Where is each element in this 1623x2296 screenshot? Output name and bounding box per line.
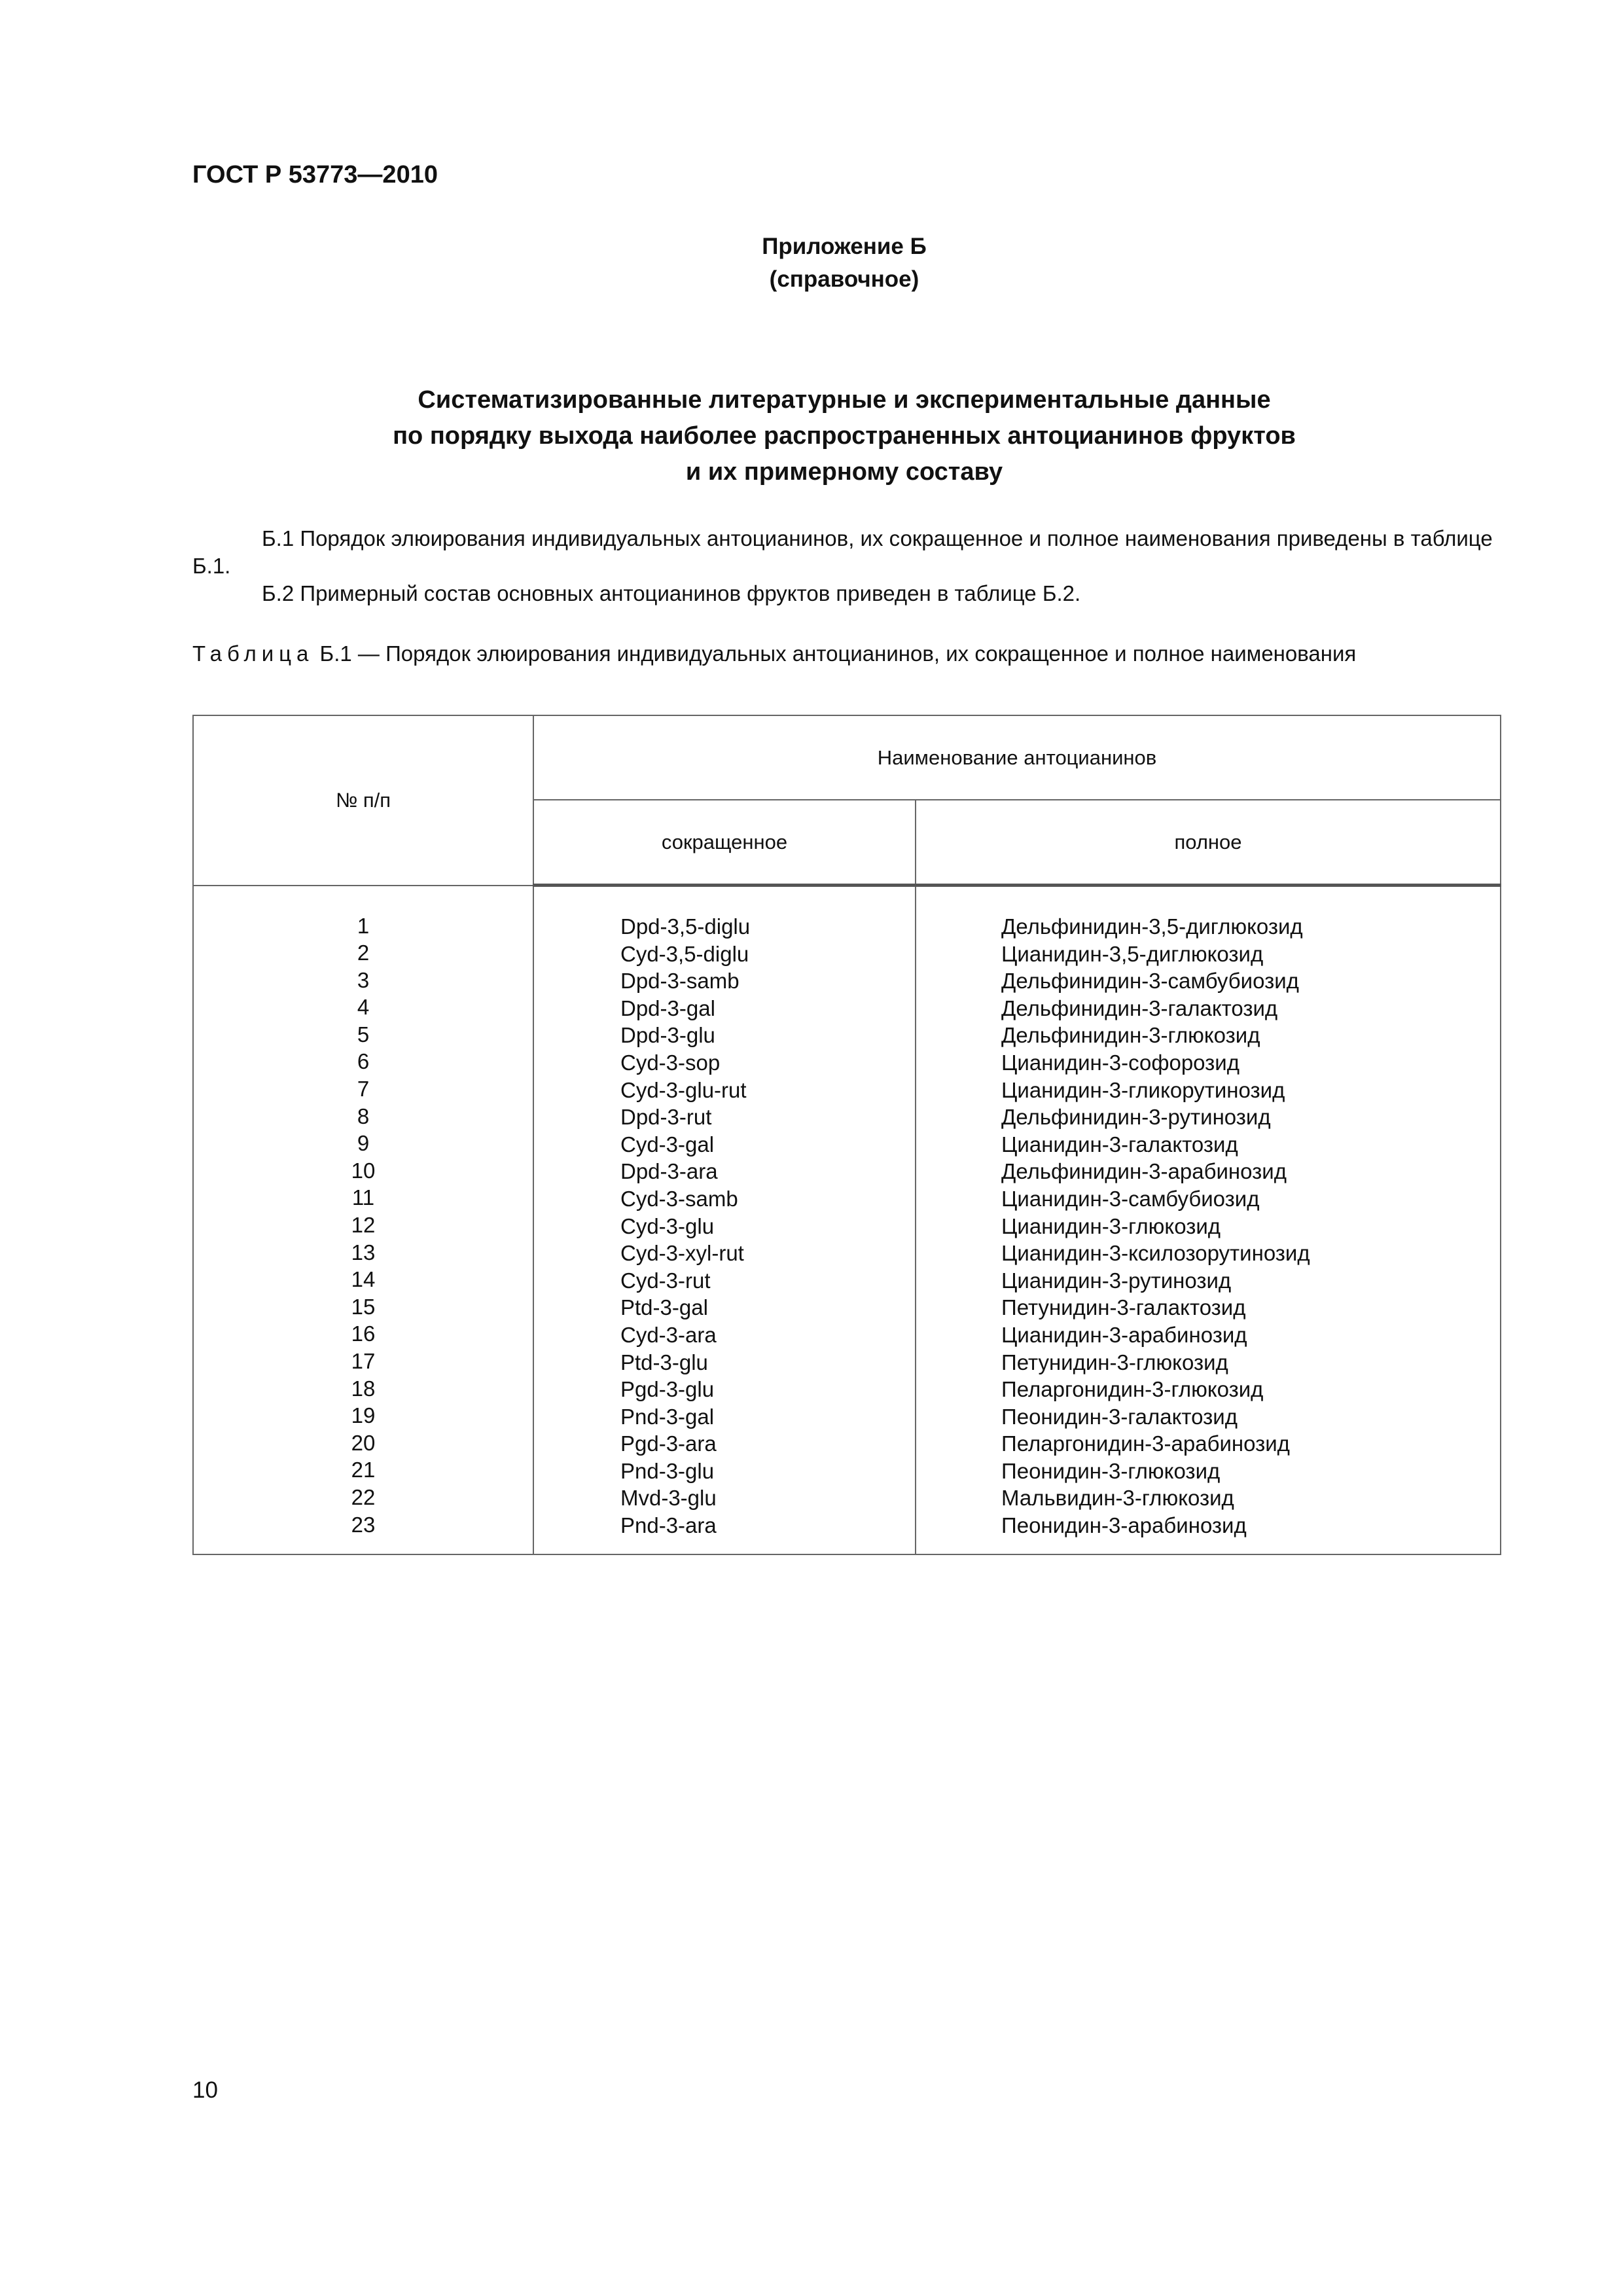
title-line: Систематизированные литературные и экспериментальные данные (418, 386, 1271, 414)
row-number: 7 (357, 1077, 370, 1102)
row-number: 13 (351, 1240, 376, 1265)
row-number: 18 (351, 1376, 376, 1401)
row-number: 2 (357, 941, 370, 965)
title-line: по порядку выхода наиболее распространенных антоцианинов фруктов (393, 422, 1296, 450)
row-short-name: Pgd-3-glu (620, 1377, 715, 1402)
full-name-column (916, 886, 1501, 1554)
row-number: 9 (357, 1131, 370, 1156)
row-number: 14 (351, 1267, 376, 1292)
row-short-name: Pgd-3-ara (620, 1431, 717, 1456)
row-number: 17 (351, 1349, 376, 1373)
row-number: 10 (351, 1158, 376, 1183)
row-short-name: Dpd-3,5-diglu (620, 914, 751, 939)
row-full-name: Пеонидин-3-глюкозид (1001, 1458, 1221, 1483)
row-number: 23 (351, 1512, 376, 1537)
row-short-name: Cyd-3-sop (620, 1050, 721, 1075)
document-header: ГОСТ Р 53773—2010 (192, 161, 438, 188)
row-full-name: Петунидин-3-галактозид (1001, 1295, 1246, 1320)
row-short-name: Cyd-3-glu-rut (620, 1077, 747, 1102)
page-title (0, 382, 1623, 490)
row-full-name: Дельфинидин-3-самбубиозид (1001, 969, 1299, 994)
row-full-name: Пеонидин-3-галактозид (1001, 1404, 1238, 1429)
row-short-name: Dpd-3-gal (620, 996, 715, 1020)
row-short-name: Mvd-3-glu (620, 1486, 717, 1511)
appendix-heading (0, 230, 1623, 296)
row-full-name: Дельфинидин-3-галактозид (1001, 996, 1278, 1020)
row-number: 12 (351, 1213, 376, 1238)
num-column (193, 886, 533, 1554)
row-short-name: Dpd-3-glu (620, 1023, 715, 1048)
row-number: 1 (357, 913, 370, 938)
row-number: 6 (357, 1049, 370, 1074)
row-short-name: Cyd-3-samb (620, 1186, 738, 1211)
header-full: полное (916, 800, 1501, 886)
row-number: 22 (351, 1484, 376, 1509)
row-short-name: Ptd-3-glu (620, 1350, 708, 1374)
header-short: сокращенное (533, 800, 916, 886)
page-number: 10 (192, 2077, 218, 2103)
header-group: Наименование антоцианинов (533, 715, 1501, 800)
row-short-name: Pnd-3-glu (620, 1458, 715, 1483)
table-caption-text: Б.1 — Порядок элюирования индивидуальных антоцианинов, их сокращенное и полное наименования (313, 641, 1357, 666)
row-short-name: Cyd-3,5-diglu (620, 941, 749, 966)
row-full-name: Цианидин-3-ксилозорутинозид (1001, 1241, 1310, 1266)
appendix-kind: (справочное) (769, 266, 919, 292)
row-number: 21 (351, 1458, 376, 1482)
row-full-name: Пеларгонидин-3-глюкозид (1001, 1377, 1264, 1402)
row-number: 11 (351, 1185, 375, 1210)
row-full-name: Дельфинидин-3-арабинозид (1001, 1159, 1287, 1184)
row-full-name: Цианидин-3-глюкозид (1001, 1213, 1221, 1238)
row-short-name: Cyd-3-rut (620, 1268, 711, 1293)
paragraph-b1: Б.1 Порядок элюирования индивидуальных антоцианинов, их сокращенное и полное наименования приведены в таблице Б.1. (192, 526, 1493, 578)
row-full-name: Цианидин-3-гликорутинозид (1001, 1077, 1285, 1102)
row-short-name: Cyd-3-xyl-rut (620, 1241, 744, 1266)
row-full-name: Дельфинидин-3-глюкозид (1001, 1023, 1260, 1048)
row-number: 5 (357, 1022, 370, 1047)
row-full-name: Дельфинидин-3,5-диглюкозид (1001, 914, 1303, 939)
anthocyanin-table (192, 715, 1501, 1555)
title-line: и их примерному составу (685, 458, 1003, 486)
row-number: 20 (351, 1430, 376, 1455)
table-caption (192, 640, 1501, 668)
row-full-name: Пеонидин-3-арабинозид (1001, 1513, 1247, 1538)
row-short-name: Dpd-3-rut (620, 1105, 712, 1130)
row-short-name: Ptd-3-gal (620, 1295, 708, 1320)
row-full-name: Цианидин-3-софорозид (1001, 1050, 1240, 1075)
row-short-name: Dpd-3-samb (620, 969, 740, 994)
table-caption-prefix: Таблица (192, 641, 314, 666)
row-short-name: Pnd-3-ara (620, 1513, 717, 1538)
row-full-name: Цианидин-3-рутинозид (1001, 1268, 1232, 1293)
row-full-name: Пеларгонидин-3-арабинозид (1001, 1431, 1290, 1456)
row-number: 19 (351, 1403, 376, 1428)
row-short-name: Cyd-3-gal (620, 1132, 715, 1157)
row-number: 15 (351, 1294, 376, 1319)
row-number: 16 (351, 1321, 376, 1346)
row-number: 8 (357, 1103, 370, 1128)
row-short-name: Cyd-3-glu (620, 1213, 715, 1238)
appendix-label: Приложение Б (762, 234, 927, 259)
row-full-name: Цианидин-3-самбубиозид (1001, 1186, 1260, 1211)
row-short-name: Dpd-3-ara (620, 1159, 718, 1184)
row-full-name: Цианидин-3-галактозид (1001, 1132, 1238, 1157)
row-full-name: Цианидин-3,5-диглюкозид (1001, 941, 1264, 966)
row-number: 4 (357, 995, 370, 1020)
short-name-column (533, 886, 916, 1554)
table-body-row (193, 886, 1501, 1554)
row-full-name: Цианидин-3-арабинозид (1001, 1322, 1247, 1347)
header-num: № п/п (193, 715, 533, 886)
row-short-name: Pnd-3-gal (620, 1404, 715, 1429)
row-full-name: Дельфинидин-3-рутинозид (1001, 1105, 1271, 1130)
row-number: 3 (357, 967, 370, 992)
row-full-name: Петунидин-3-глюкозид (1001, 1350, 1228, 1374)
row-full-name: Мальвидин-3-глюкозид (1001, 1486, 1234, 1511)
paragraph-b2: Б.2 Примерный состав основных антоцианинов фруктов приведен в таблице Б.2. (262, 581, 1081, 605)
row-short-name: Cyd-3-ara (620, 1322, 717, 1347)
